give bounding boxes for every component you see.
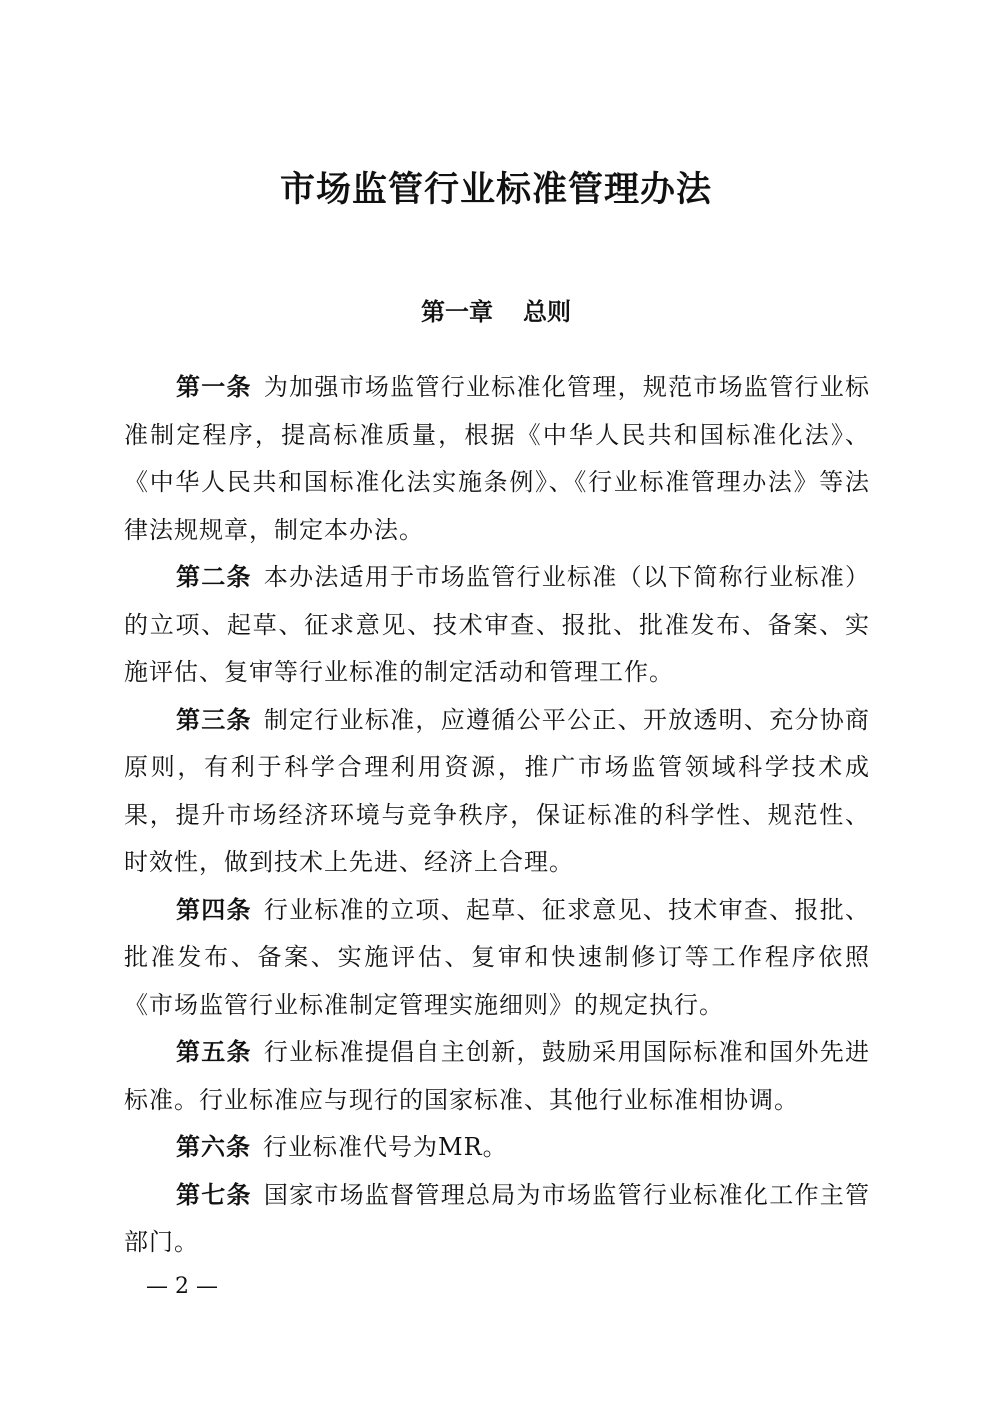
article-label: 第三条 bbox=[176, 705, 252, 734]
article-label: 第五条 bbox=[176, 1038, 252, 1066]
article-6 bbox=[124, 1124, 870, 1172]
article-7 bbox=[124, 1172, 870, 1267]
article-3 bbox=[124, 697, 870, 887]
chapter-heading bbox=[0, 292, 992, 332]
article-text: 本办法适用于市场监管行业标准（以下简称行业标准）的立项、起草、征求意见、技术审查、报批、批准发布、备案、实施评估、复审等行业标准的制定活动和管理工作。 bbox=[124, 563, 871, 686]
article-4 bbox=[124, 887, 870, 1030]
article-label: 第七条 bbox=[176, 1180, 252, 1209]
article-label: 第四条 bbox=[176, 895, 252, 924]
chapter-number: 第一章 bbox=[421, 298, 493, 326]
article-text: 行业标准代号为MR。 bbox=[263, 1133, 508, 1161]
page-number: — 2 — bbox=[146, 1274, 218, 1299]
article-1 bbox=[124, 364, 870, 554]
article-text: 制定行业标准，应遵循公平公正、开放透明、充分协商原则，有利于科学合理利用资源，推广市场监管领域科学技术成果，提升市场经济环境与竞争秩序，保证标准的科学性、规范性、时效性，做到技术上先进、经济上合理。 bbox=[124, 705, 871, 876]
document-title: 市场监管行业标准管理办法 bbox=[279, 170, 712, 210]
document-body bbox=[124, 364, 870, 1267]
article-text: 行业标准的立项、起草、征求意见、技术审查、报批、批准发布、备案、实施评估、复审和快速制修订等工作程序依照《市场监管行业标准制定管理实施细则》的规定执行。 bbox=[124, 895, 871, 1019]
article-text: 行业标准提倡自主创新，鼓励采用国际标准和国外先进标准。行业标准应与现行的国家标准、其他行业标准相协调。 bbox=[124, 1038, 871, 1114]
article-text: 国家市场监督管理总局为市场监管行业标准化工作主管部门。 bbox=[124, 1180, 871, 1256]
article-label: 第六条 bbox=[176, 1133, 251, 1161]
article-text: 为加强市场监管行业标准化管理，规范市场监管行业标准制定程序，提高标准质量，根据《中华人民共和国标准化法》、《中华人民共和国标准化法实施条例》、《行业标准管理办法》等法律法规规章，制定本办法。 bbox=[124, 373, 871, 544]
article-label: 第一条 bbox=[176, 373, 252, 401]
article-2 bbox=[124, 554, 870, 697]
article-5 bbox=[124, 1029, 870, 1124]
article-label: 第二条 bbox=[176, 563, 252, 591]
chapter-name: 总则 bbox=[523, 298, 571, 326]
